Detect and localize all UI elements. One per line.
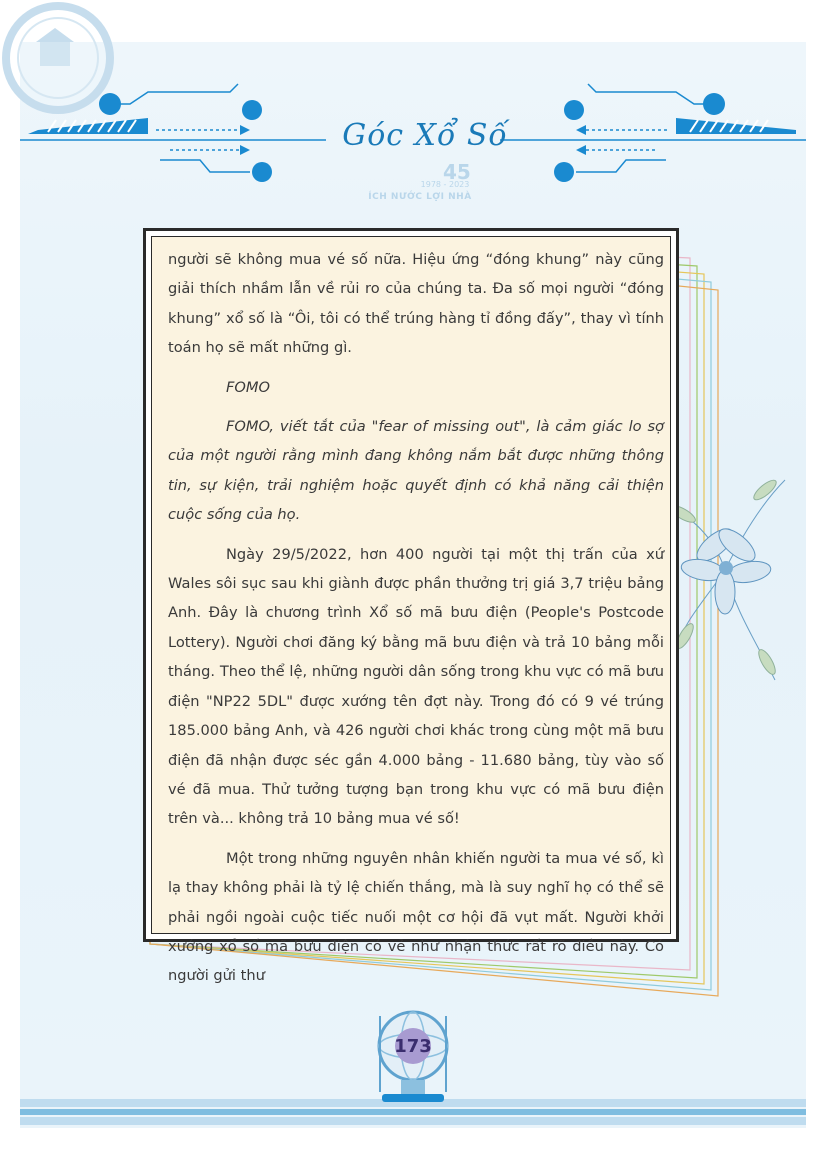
article-paper (151, 236, 671, 985)
logo-motto: ÍCH NƯỚC LỢI NHÀ (368, 192, 472, 202)
logo-year-range: 1978 - 2023 (420, 180, 470, 189)
article-paragraph: FOMO, viết tắt của "fear of missing out", là cảm giác lo sợ của một người rằng mình đang không nắm bắt được những thông tin, sự kiện, trải nghiệm hoặc quyết định có khả năng cải thiện cuộc sống của họ. (168, 418, 664, 524)
article-frame (143, 228, 679, 985)
section-title: Góc Xổ Số (342, 118, 508, 153)
article-subheading: FOMO (226, 378, 270, 396)
page-number: 173 (394, 1036, 432, 1057)
logo-year: 45 (443, 160, 471, 184)
article-body (168, 245, 664, 991)
article-paragraph: Một trong những nguyên nhân khiến người ta mua vé số, kì lạ thay không phải là tỷ lệ chiến thắng, mà là suy nghĩ họ có thể sẽ phải ngồi ngoài cuộc tiếc nuối một cơ hội đã vụt mất. Người khởi xướng xổ số mã bưu điện có vẻ như nhận thức rất rõ điều này. Có người gửi thư (168, 849, 664, 985)
article-paragraph: người sẽ không mua vé số nữa. Hiệu ứng “đóng khung” này cũng giải thích nhầm lẫn về rủi ro của chúng ta. Đa số mọi người “đóng khung” xổ số là “Ôi, tôi có thể trúng hàng tỉ đồng đấy”, thay vì tính toán họ sẽ mất những gì. (168, 251, 664, 357)
lottery-globe-icon (368, 1008, 458, 1118)
article-paragraph: Ngày 29/5/2022, hơn 400 người tại một thị trấn của xứ Wales sôi sục sau khi giành được phần thưởng trị giá 3,7 triệu bảng Anh. Đây là chương trình Xổ số mã bưu điện (People's Postcode Lottery). Người chơi đăng ký bằng mã bưu điện và trả 10 bảng mỗi tháng. Theo thể lệ, những người dân sống trong khu vực có mã bưu điện "NP22 5DL" được xướng tên đợt này. Trong đó có 9 vé trúng 185.000 bảng Anh, và 426 người chơi khác trong cùng một mã bưu điện đã nhận được séc gần 4.000 bảng - 11.680 bảng, tùy vào số vé đã mua. Thử tưởng tượng bạn trong khu vực có mã bưu điện trên và... không trả 10 bảng mua vé số! (168, 545, 664, 828)
